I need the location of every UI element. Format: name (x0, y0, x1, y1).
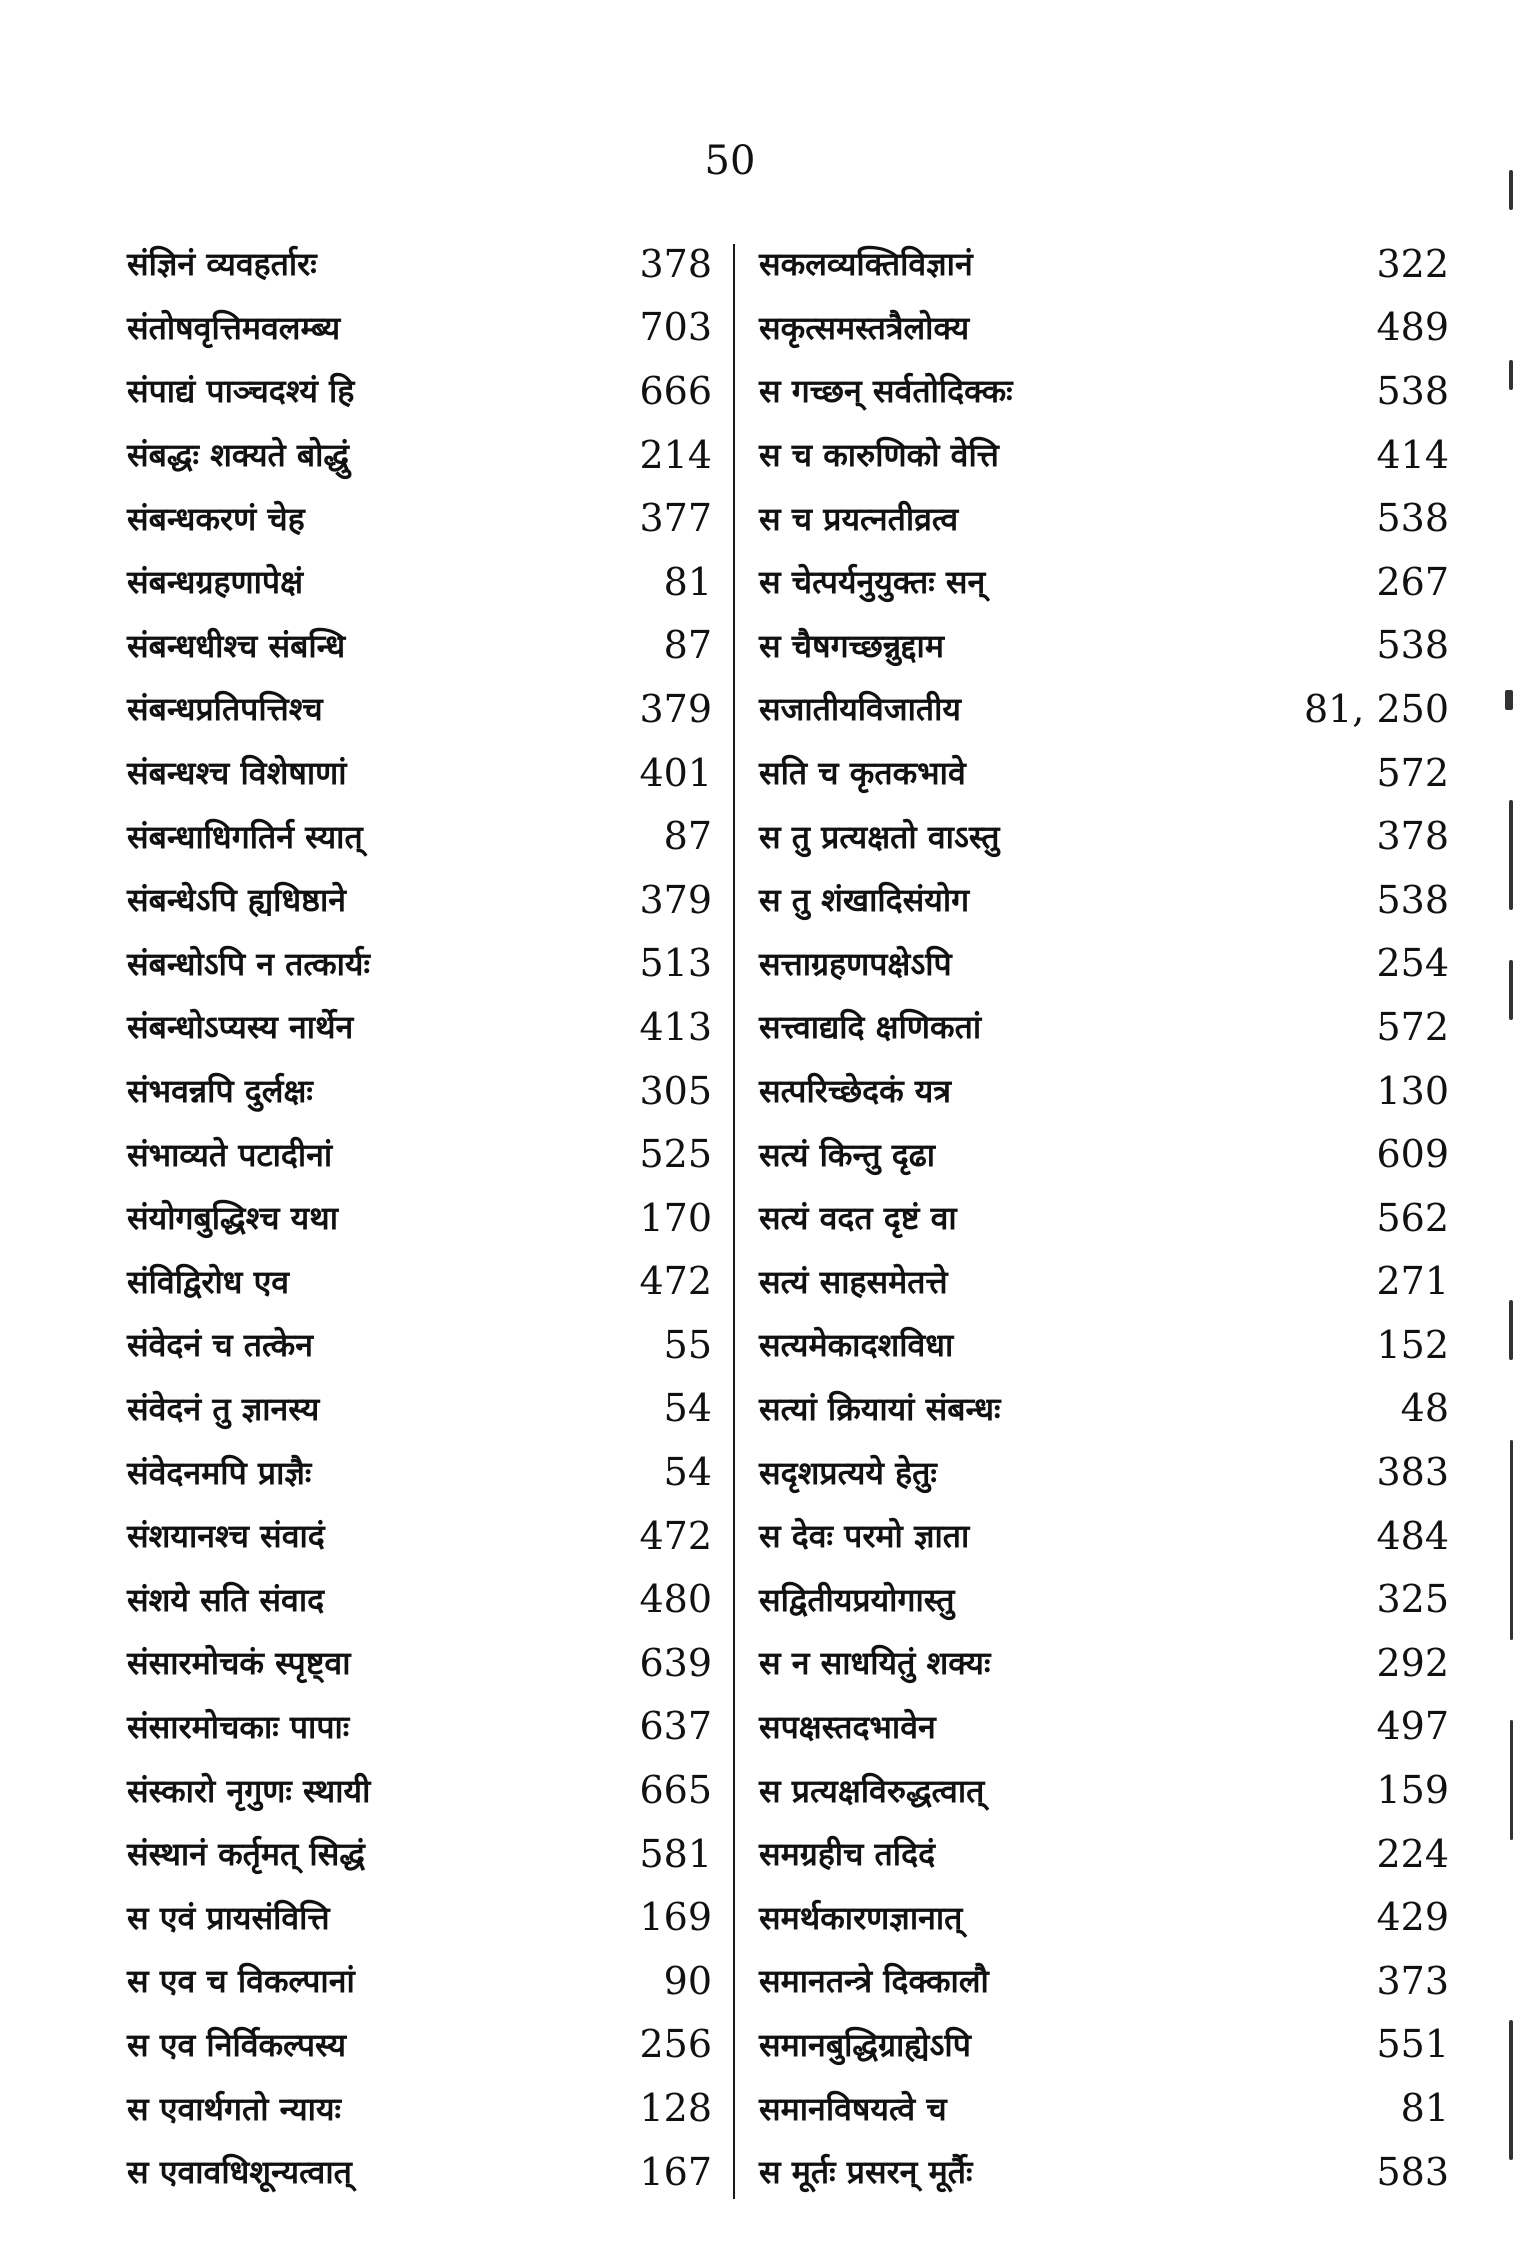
verse-text: सजातीयविजातीय (759, 690, 961, 729)
index-entry (127, 486, 712, 550)
verse-text: समानबुद्धिग्राह्येऽपि (759, 2025, 971, 2064)
verse-text: स एवावधिशून्यत्वात् (127, 2153, 352, 2192)
index-entry (127, 1758, 712, 1822)
verse-text: संबद्धः शक्यते बोद्धुं (127, 436, 350, 475)
verse-text: संभाव्यते पटादीनां (127, 1135, 333, 1174)
index-entry (759, 741, 1449, 805)
index-entry (127, 1695, 712, 1759)
verse-text: संज्ञिनं व्यवहर्तारः (127, 245, 317, 284)
verse-text: स एव निर्विकल्पस्य (127, 2025, 347, 2064)
page-reference: 87 (663, 623, 712, 668)
verse-text: संबन्धोऽप्यस्य नार्थेन (127, 1008, 354, 1047)
verse-text: सत्यं किन्तु दृढा (759, 1135, 936, 1174)
page-reference: 637 (639, 1704, 712, 1749)
index-entry (127, 1822, 712, 1886)
page-reference: 378 (1376, 814, 1449, 859)
index-entry (759, 1377, 1449, 1441)
verse-text: स चैषगच्छन्नुद्दाम (759, 626, 944, 665)
page-reference: 90 (663, 1958, 712, 2003)
page-reference: 55 (663, 1322, 712, 1367)
verse-text: संभवन्नपि दुर्लक्षः (127, 1072, 313, 1111)
page-reference: 480 (639, 1577, 712, 1622)
verse-text: सद्वितीयप्रयोगास्तु (759, 1580, 955, 1619)
verse-text: संवेदनं च तत्केन (127, 1326, 313, 1365)
verse-text: सकलव्यक्तिविज्ञानं (759, 245, 973, 284)
page-reference: 513 (639, 941, 712, 986)
index-entry (759, 1440, 1449, 1504)
index-entry (759, 1059, 1449, 1123)
index-entry (759, 932, 1449, 996)
index-entry (759, 1695, 1449, 1759)
page-reference: 256 (639, 2022, 712, 2067)
index-entry (127, 550, 712, 614)
index-entry (127, 995, 712, 1059)
index-entry (127, 359, 712, 423)
index-entry (127, 614, 712, 678)
index-entry (759, 677, 1449, 741)
index-entry (127, 232, 712, 296)
verse-text: स गच्छन् सर्वतोदिक्कः (759, 372, 1013, 411)
verse-text: समग्रहीच तदिदं (759, 1835, 936, 1874)
verse-text: स च कारुणिको वेत्ति (759, 436, 999, 475)
verse-text: संवेदनं तु ज्ञानस्य (127, 1389, 320, 1428)
page-reference: 322 (1376, 241, 1449, 286)
page-reference: 224 (1376, 1831, 1449, 1876)
verse-text: सदृशप्रत्यये हेतुः (759, 1453, 937, 1492)
left-column (127, 232, 712, 2203)
index-entry (759, 1186, 1449, 1250)
verse-text: स तु प्रत्यक्षतो वाऽस्तु (759, 817, 1000, 856)
verse-text: स प्रत्यक्षविरुद्धत्वात् (759, 1771, 985, 1810)
verse-text: स तु शंखादिसंयोग (759, 881, 970, 920)
page-reference: 81 (663, 559, 712, 604)
verse-text: स एव च विकल्पानां (127, 1962, 355, 2001)
index-entry (759, 423, 1449, 487)
index-entry (759, 1122, 1449, 1186)
index-entry (759, 2140, 1449, 2204)
page-reference: 572 (1376, 1004, 1449, 1049)
verse-text: संसारमोचकं स्पृष्ट्वा (127, 1644, 351, 1683)
index-entry (759, 359, 1449, 423)
verse-text: संविद्विरोध एव (127, 1262, 290, 1301)
page-reference: 538 (1376, 623, 1449, 668)
index-entry (127, 1567, 712, 1631)
index-entry (759, 1313, 1449, 1377)
scan-edge-marks (1489, 0, 1519, 2258)
index-entry (127, 2013, 712, 2077)
page-reference: 538 (1376, 368, 1449, 413)
verse-text: सति च कृतकभावे (759, 754, 966, 793)
index-entry (127, 932, 712, 996)
verse-text: सत्यमेकादशविधा (759, 1326, 954, 1365)
verse-text: संबन्धग्रहणापेक्षं (127, 563, 304, 602)
page-reference: 169 (639, 1895, 712, 1940)
page-reference: 128 (639, 2086, 712, 2131)
verse-text: समानविषयत्वे च (759, 2089, 947, 2128)
verse-text: संतोषवृत्तिमवलम्ब्य (127, 308, 341, 347)
index-entry (127, 296, 712, 360)
page-reference: 81, 250 (1303, 686, 1449, 731)
page-reference: 665 (639, 1768, 712, 1813)
index-entry (127, 1440, 712, 1504)
verse-text: सत्परिच्छेदकं यत्र (759, 1072, 952, 1111)
verse-text: सत्यं साहसमेतत्ते (759, 1262, 948, 1301)
verse-text: संपाद्यं पाञ्चदश्यं हि (127, 372, 355, 411)
page-reference: 214 (639, 432, 712, 477)
verse-text: सपक्षस्तदभावेन (759, 1707, 936, 1746)
index-entry (759, 1631, 1449, 1695)
column-divider (733, 244, 735, 2199)
page-reference: 271 (1376, 1259, 1449, 1304)
page-reference: 525 (639, 1132, 712, 1177)
index-entry (759, 995, 1449, 1059)
index-entry (127, 1949, 712, 2013)
verse-text: स एवं प्रायसंवित्ति (127, 1898, 330, 1937)
page-reference: 292 (1376, 1640, 1449, 1685)
verse-text: संस्थानं कर्तृमत् सिद्धं (127, 1835, 365, 1874)
right-column (759, 232, 1449, 2203)
verse-text: संबन्धोऽपि न तत्कार्यः (127, 944, 370, 983)
index-entry (759, 1758, 1449, 1822)
page-reference: 383 (1376, 1450, 1449, 1495)
page-reference: 551 (1376, 2022, 1449, 2067)
verse-text: स चेत्पर्यनुयुक्तः सन् (759, 563, 986, 602)
page-reference: 254 (1376, 941, 1449, 986)
index-entry (759, 2013, 1449, 2077)
verse-text: समर्थकारणज्ञानात् (759, 1898, 963, 1937)
page-reference: 167 (639, 2149, 712, 2194)
page-reference: 373 (1376, 1958, 1449, 2003)
index-entry (759, 804, 1449, 868)
page-reference: 572 (1376, 750, 1449, 795)
verse-text: संवेदनमपि प्राज्ञैः (127, 1453, 312, 1492)
index-entry (127, 1377, 712, 1441)
verse-text: संशयानश्च संवादं (127, 1517, 325, 1556)
verse-text: सकृत्समस्तत्रैलोक्य (759, 308, 970, 347)
index-entry (127, 2140, 712, 2204)
verse-text: संयोगबुद्धिश्च यथा (127, 1199, 338, 1238)
index-entry (127, 1504, 712, 1568)
index-entry (127, 1313, 712, 1377)
page-reference: 414 (1376, 432, 1449, 477)
verse-text: संबन्धकरणं चेह (127, 499, 305, 538)
index-entry (759, 550, 1449, 614)
verse-text: स न साधयितुं शक्यः (759, 1644, 991, 1683)
index-entry (127, 2076, 712, 2140)
page-reference: 497 (1376, 1704, 1449, 1749)
index-entry (759, 1822, 1449, 1886)
page-reference: 639 (639, 1640, 712, 1685)
index-entry (759, 2076, 1449, 2140)
verse-text: सत्त्वाद्यदि क्षणिकतां (759, 1008, 982, 1047)
verse-text: संबन्धाधिगतिर्न स्यात् (127, 817, 363, 856)
page-reference: 378 (639, 241, 712, 286)
page-reference: 489 (1376, 305, 1449, 350)
index-entry (127, 1631, 712, 1695)
index-entry (127, 423, 712, 487)
page-reference: 583 (1376, 2149, 1449, 2194)
verse-text: संबन्धश्च विशेषाणां (127, 754, 347, 793)
page-reference: 54 (663, 1450, 712, 1495)
page-reference: 609 (1376, 1132, 1449, 1177)
index-entry (759, 486, 1449, 550)
verse-text: सत्ताग्रहणपक्षेऽपि (759, 944, 952, 983)
index-entry (759, 1250, 1449, 1314)
verse-text: स एवार्थगतो न्यायः (127, 2089, 341, 2128)
verse-text: सत्यं वदत दृष्टं वा (759, 1199, 957, 1238)
verse-text: संस्कारो नृगुणः स्थायी (127, 1771, 371, 1810)
verse-text: संबन्धप्रतिपत्तिश्च (127, 690, 323, 729)
page-reference: 130 (1376, 1068, 1449, 1113)
page-reference: 54 (663, 1386, 712, 1431)
page-reference: 538 (1376, 496, 1449, 541)
page-reference: 413 (639, 1004, 712, 1049)
index-entry (127, 1250, 712, 1314)
verse-text: संबन्धधीश्च संबन्धि (127, 626, 346, 665)
verse-text: समानतन्त्रे दिक्कालौ (759, 1962, 989, 2001)
index-entry (127, 804, 712, 868)
page-reference: 379 (639, 877, 712, 922)
page-reference: 562 (1376, 1195, 1449, 1240)
page-reference: 377 (639, 496, 712, 541)
index-entry (759, 1504, 1449, 1568)
verse-text: संसारमोचकाः पापाः (127, 1707, 350, 1746)
index-entry (759, 296, 1449, 360)
page-reference: 401 (639, 750, 712, 795)
page-reference: 81 (1400, 2086, 1449, 2131)
page-reference: 472 (639, 1513, 712, 1558)
index-entry (759, 868, 1449, 932)
page-reference: 152 (1376, 1322, 1449, 1367)
page-reference: 581 (639, 1831, 712, 1876)
page-number: 50 (704, 138, 756, 184)
page-reference: 472 (639, 1259, 712, 1304)
index-entry (127, 741, 712, 805)
index-entry (127, 1059, 712, 1123)
page-reference: 170 (639, 1195, 712, 1240)
page-reference: 159 (1376, 1768, 1449, 1813)
verse-text: संशये सति संवाद (127, 1580, 325, 1619)
verse-text: स देवः परमो ज्ञाता (759, 1517, 970, 1556)
page-reference: 305 (639, 1068, 712, 1113)
verse-text: स मूर्तः प्रसरन् मूर्तैः (759, 2153, 973, 2192)
page-reference: 325 (1376, 1577, 1449, 1622)
page-reference: 379 (639, 686, 712, 731)
page-reference: 484 (1376, 1513, 1449, 1558)
verse-text: स च प्रयत्नतीव्रत्व (759, 499, 959, 538)
index-entry (127, 1186, 712, 1250)
index-entry (127, 1122, 712, 1186)
index-entry (759, 1949, 1449, 2013)
verse-text: सत्यां क्रियायां संबन्धः (759, 1389, 1001, 1428)
index-entry (759, 614, 1449, 678)
index-entry (759, 232, 1449, 296)
index-entry (127, 677, 712, 741)
index-entry (127, 1885, 712, 1949)
page-reference: 538 (1376, 877, 1449, 922)
page-reference: 87 (663, 814, 712, 859)
page-reference: 703 (639, 305, 712, 350)
index-entry (127, 868, 712, 932)
index-entry (759, 1885, 1449, 1949)
verse-index (127, 232, 1449, 2194)
page-reference: 429 (1376, 1895, 1449, 1940)
index-entry (759, 1567, 1449, 1631)
page-reference: 666 (639, 368, 712, 413)
verse-text: संबन्धेऽपि ह्यधिष्ठाने (127, 881, 347, 920)
page-reference: 267 (1376, 559, 1449, 604)
page-reference: 48 (1400, 1386, 1449, 1431)
